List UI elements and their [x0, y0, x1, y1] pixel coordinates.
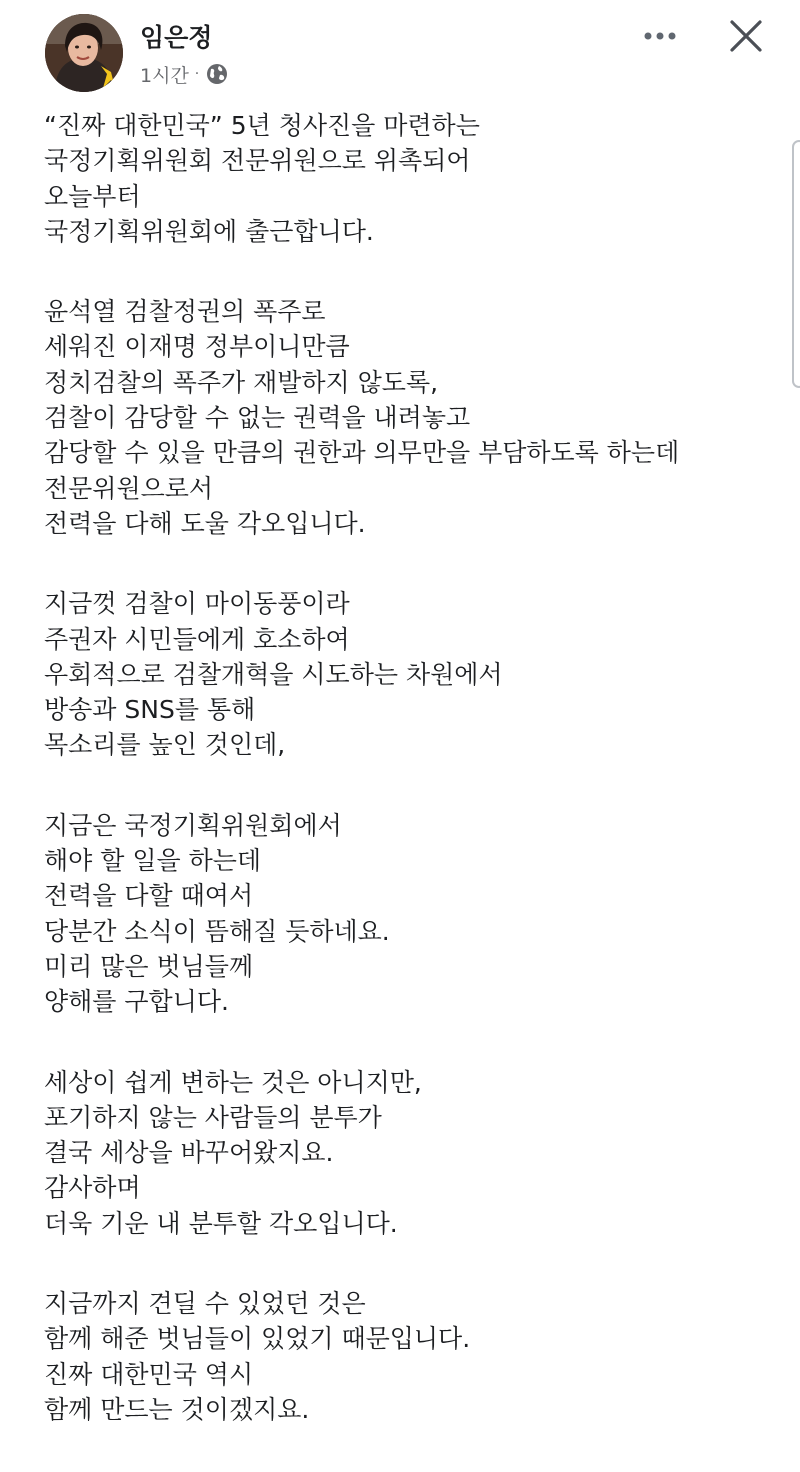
- text-line: 목소리를 높인 것인데,: [44, 730, 286, 760]
- post-meta: [140, 60, 229, 88]
- text-line: 감당할 수 있을 만큼의 권한과 의무만을 부담하도록 하는데: [44, 438, 680, 468]
- paragraph: [44, 1065, 774, 1241]
- text-line: 국정기획위원회 전문위원으로 위촉되어: [44, 146, 471, 176]
- text-line: 해야 할 일을 하는데: [44, 846, 262, 876]
- text-line: 주권자 시민들에게 호소하여: [44, 624, 350, 654]
- text-line: 방송과 SNS를 통해: [44, 695, 256, 725]
- profile-photo: [45, 14, 123, 92]
- paragraph: [44, 108, 774, 249]
- globe-icon[interactable]: [205, 62, 229, 86]
- text-line: 당분간 소식이 뜸해질 듯하네요.: [44, 916, 390, 946]
- text-line: 지금은 국정기획위원회에서: [44, 810, 342, 840]
- paragraph: [44, 808, 774, 1020]
- paragraph: [44, 1286, 774, 1427]
- text-line: 미리 많은 벗님들께: [44, 951, 254, 981]
- text-line: “진짜 대한민국” 5년 청사진을 마련하는: [44, 111, 480, 140]
- text-line: 결국 세상을 바꾸어왔지요.: [44, 1138, 334, 1168]
- text-line: 지금껏 검찰이 마이동풍이라: [44, 589, 350, 619]
- text-line: 포기하지 않는 사람들의 분투가: [44, 1102, 382, 1132]
- author-avatar[interactable]: [45, 14, 123, 92]
- close-icon: [729, 19, 763, 53]
- paragraph: [44, 586, 774, 762]
- author-name[interactable]: 임은정: [140, 23, 213, 52]
- post-timestamp[interactable]: 1시간: [140, 64, 189, 87]
- text-line: 검찰이 감당할 수 없는 권력을 내려놓고: [44, 403, 471, 433]
- text-line: 감사하며: [44, 1173, 141, 1203]
- more-options-button[interactable]: [636, 20, 684, 52]
- text-line: 윤석열 검찰정권의 폭주로: [44, 297, 326, 327]
- text-line: 더욱 기운 내 분투할 각오입니다.: [44, 1208, 398, 1238]
- text-line: 세워진 이재명 정부이니만큼: [44, 332, 350, 362]
- paragraph: [44, 294, 774, 541]
- text-line: 양해를 구합니다.: [44, 987, 229, 1017]
- scrollbar-handle[interactable]: [792, 140, 800, 388]
- text-line: 지금까지 견딜 수 있었던 것은: [44, 1289, 366, 1319]
- text-line: 오늘부터: [44, 181, 141, 211]
- text-line: 함께 해준 벗님들이 있었기 때문입니다.: [44, 1324, 471, 1354]
- text-line: 세상이 쉽게 변하는 것은 아니지만,: [44, 1067, 422, 1097]
- more-horizontal-icon: [640, 30, 680, 42]
- post-text: [44, 108, 774, 1472]
- close-button[interactable]: [724, 14, 768, 58]
- post-header: [0, 0, 800, 100]
- meta-separator: ·: [194, 66, 200, 82]
- text-line: 전력을 다해 도울 각오입니다.: [44, 508, 366, 538]
- text-line: 우회적으로 검찰개혁을 시도하는 차원에서: [44, 659, 503, 689]
- text-line: 국정기획위원회에 출근합니다.: [44, 216, 374, 246]
- text-line: 함께 만드는 것이겠지요.: [44, 1394, 310, 1424]
- text-line: 전문위원으로서: [44, 473, 214, 503]
- text-line: 진짜 대한민국 역시: [44, 1359, 254, 1389]
- text-line: 전력을 다할 때여서: [44, 881, 254, 911]
- text-line: 정치검찰의 폭주가 재발하지 않도록,: [44, 367, 439, 397]
